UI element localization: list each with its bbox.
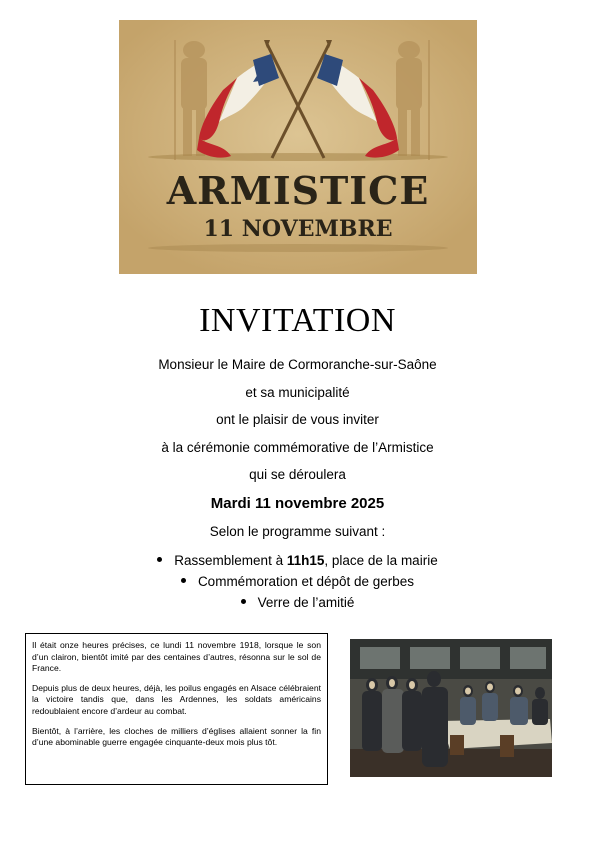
history-paragraph: Bientôt, à l’arrière, les cloches de milliers d’églises allaient sonner la fin d’une abominable guerre engagée cinquante-deux mois plus tôt.: [32, 725, 321, 748]
bullet-icon: [157, 557, 162, 562]
invitation-line: Monsieur le Maire de Cormoranche-sur-Saône: [158, 357, 437, 372]
history-paragraph: Depuis plus de deux heures, déjà, les poilus engagés en Alsace célébraient la victoire tandis que, dans les Ardennes, les soldats américains redoublaient encore d’ardeur au combat.: [32, 682, 321, 716]
programme-item-text: Rassemblement à: [174, 553, 287, 568]
banner-subtitle: 11 NOVEMBRE: [203, 216, 393, 242]
invitation-title: INVITATION: [199, 302, 396, 339]
programme-item-text: Verre de l’amitié: [257, 595, 355, 610]
bullet-icon: [181, 578, 186, 583]
armistice-banner: [119, 20, 477, 274]
bullet-icon: [241, 599, 246, 604]
programme-item: [0, 573, 595, 594]
invitation-line: et sa municipalité: [245, 384, 350, 400]
invitation-line: qui se déroulera: [249, 467, 346, 483]
programme-item: [0, 552, 595, 573]
programme-list: [0, 552, 595, 615]
history-paragraph: Il était onze heures précises, ce lundi 11 novembre 1918, lorsque le son d’un clairon, bientôt imité par des centaines d’autres, résonna sur le sol de France.: [32, 640, 321, 674]
invitation-lines: [0, 356, 595, 494]
event-date: Mardi 11 novembre 2025: [210, 495, 385, 512]
armistice-signing-illustration: [350, 639, 552, 777]
history-textbox: [25, 633, 328, 785]
programme-item-text: Commémoration et dépôt de gerbes: [197, 574, 415, 589]
programme-intro: Selon le programme suivant :: [209, 524, 386, 539]
programme-item-place: , place de la mairie: [324, 553, 438, 568]
programme-item: [0, 594, 595, 615]
invitation-line: à la cérémonie commémorative de l’Armistice: [161, 439, 434, 455]
programme-item-time: 11h15: [286, 553, 325, 568]
invitation-line: ont le plaisir de vous inviter: [216, 412, 379, 428]
banner-title: ARMISTICE: [166, 168, 430, 213]
armistice-signing-photo: [350, 639, 552, 777]
